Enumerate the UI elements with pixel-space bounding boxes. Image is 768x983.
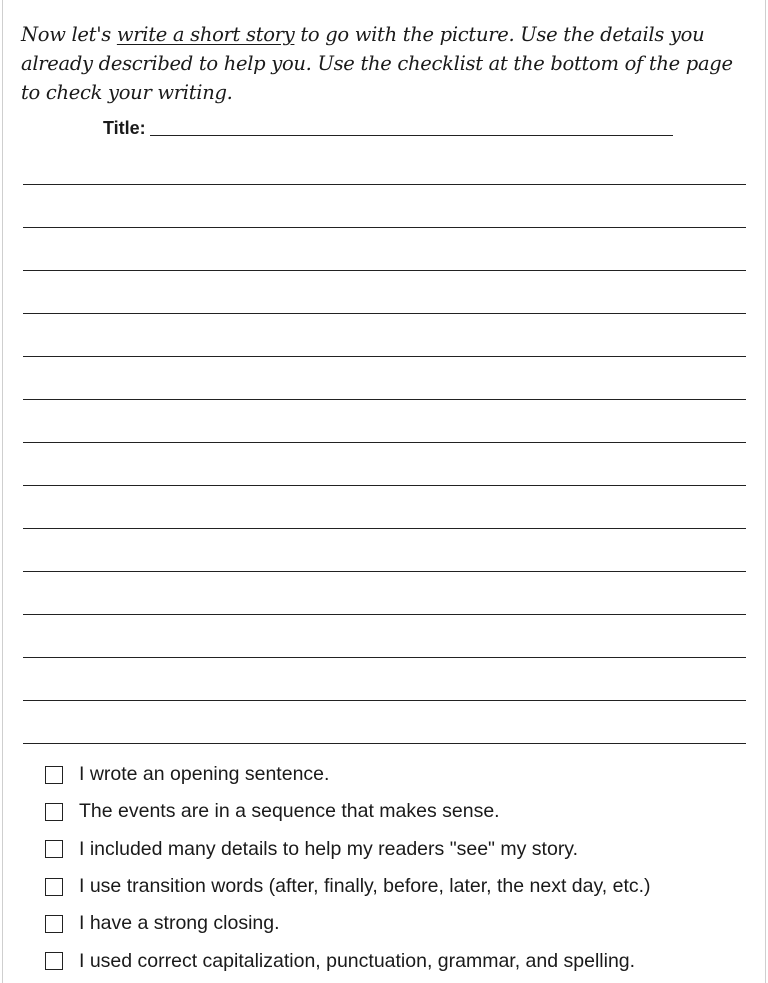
worksheet-page [2,0,766,983]
checkbox[interactable] [45,952,63,970]
checklist [45,756,745,980]
writing-line[interactable] [23,313,746,314]
writing-line[interactable] [23,227,746,228]
checkbox[interactable] [45,878,63,896]
title-input-line[interactable] [150,115,673,136]
writing-line[interactable] [23,700,746,701]
writing-line[interactable] [23,614,746,615]
checklist-item-label: I wrote an opening sentence. [79,763,330,786]
checklist-item [45,905,745,942]
checklist-item-label: The events are in a sequence that makes sense. [79,800,500,823]
checklist-item [45,942,745,979]
checklist-item [45,868,745,905]
checkbox[interactable] [45,840,63,858]
instructions-intro: Now let's [21,23,117,46]
checklist-item-label: I use transition words (after, finally, before, later, the next day, etc.) [79,875,651,898]
writing-line[interactable] [23,270,746,271]
instructions-emphasis: write a short story [116,23,295,46]
writing-line[interactable] [23,485,746,486]
checklist-item [45,756,745,793]
checklist-item-label: I included many details to help my readers "see" my story. [79,837,579,860]
checklist-item [45,793,745,830]
writing-line[interactable] [23,399,746,400]
writing-line[interactable] [23,528,746,529]
checklist-item [45,831,745,868]
writing-line[interactable] [23,743,746,744]
instructions-text [21,20,751,107]
checkbox[interactable] [45,803,63,821]
title-row [103,113,673,139]
instructions-rest: to go with the picture. Use the details you already described to help you. Use the checklist at the bottom of the page to check your writing. [21,23,733,104]
checklist-item-label: I used correct capitalization, punctuation, grammar, and spelling. [79,949,636,972]
title-label: Title: [103,118,146,138]
checkbox[interactable] [45,915,63,933]
checklist-item-label: I have a strong closing. [79,912,280,935]
writing-line[interactable] [23,356,746,357]
writing-line[interactable] [23,657,746,658]
writing-line[interactable] [23,571,746,572]
writing-line[interactable] [23,442,746,443]
writing-line[interactable] [23,184,746,185]
checkbox[interactable] [45,766,63,784]
